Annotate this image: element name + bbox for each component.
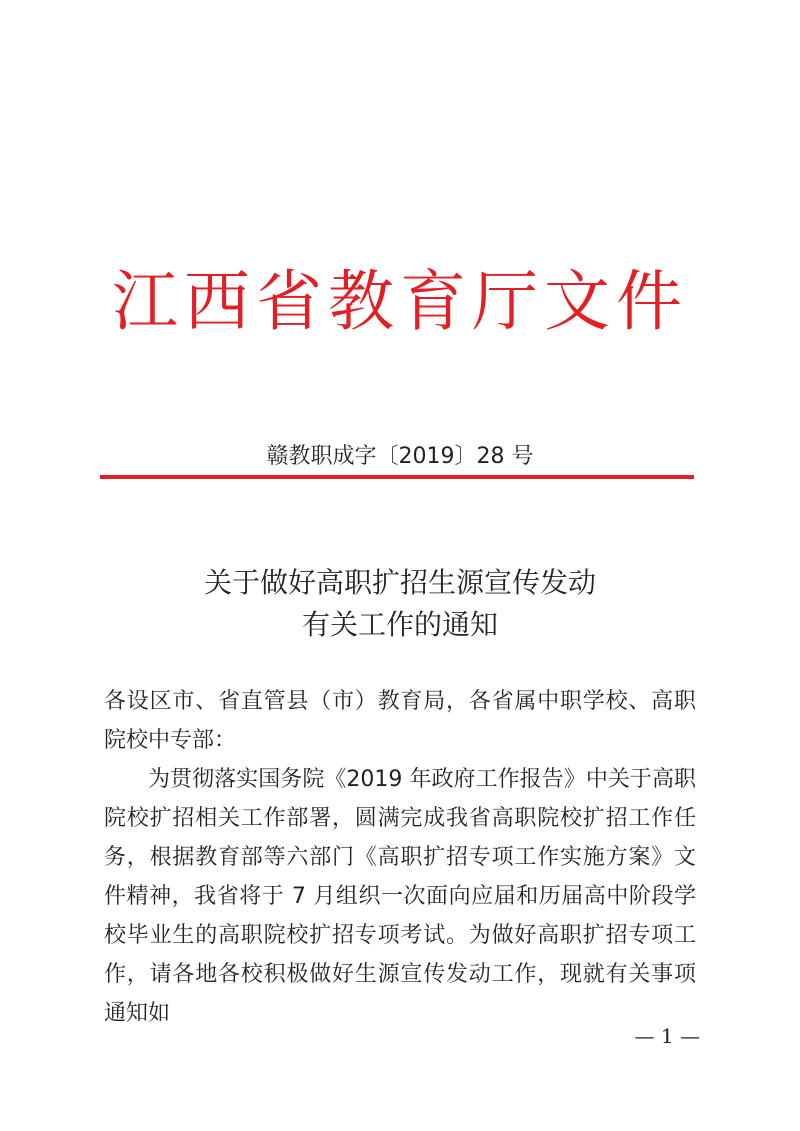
notice-title-line-1: 关于做好高职扩招生源宣传发动 <box>203 566 596 599</box>
body-paragraph: 为贯彻落实国务院《2019 年政府工作报告》中关于高职院校扩招相关工作部署，圆满完成我省高职院校扩招工作任务，根据教育部等六部门《高职扩招专项工作实施方案》文件精神，我省将于 7 月组织一次面向应届和历届高中阶段学校毕业生的高职院校扩招专项考试。为做好高职扩招专项工作，请各地各校积极做好生源宣传发动工作，现就有关事项通知如 <box>104 767 696 1026</box>
document-number: 赣教职成字〔2019〕28 号 <box>266 444 534 469</box>
page-number: — 1 — <box>634 1024 700 1048</box>
notice-title-line-2: 有关工作的通知 <box>301 608 498 641</box>
notice-title <box>0 562 800 646</box>
red-divider-line <box>100 475 694 479</box>
document-body <box>104 682 696 1033</box>
document-header-title: 江西省教育厅文件 <box>112 263 688 340</box>
salutation: 各设区市、省直管县（市）教育局，各省属中职学校、高职院校中专部： <box>104 689 696 753</box>
